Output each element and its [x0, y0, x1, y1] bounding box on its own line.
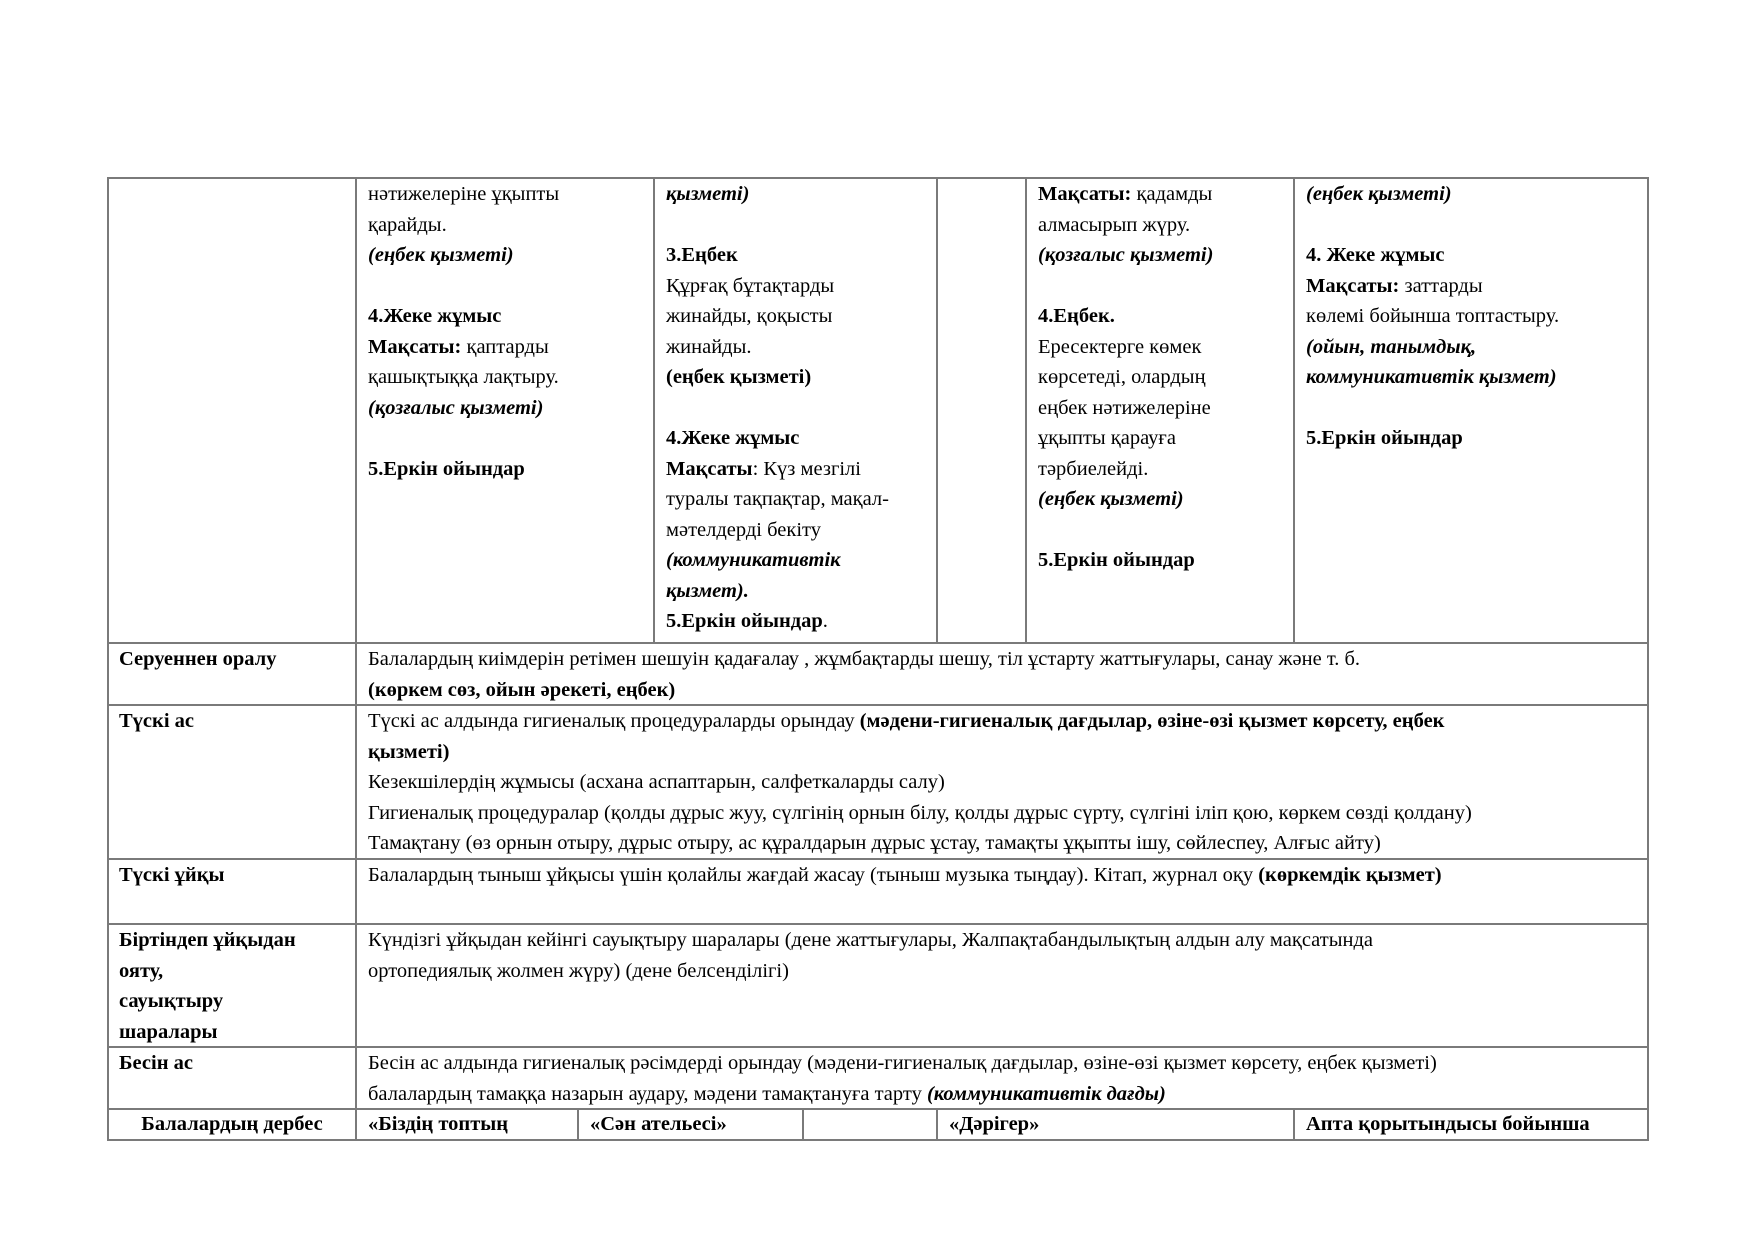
activity-type: (еңбек қызметі): [1038, 488, 1184, 510]
section-heading: 4. Жеке жұмыс: [1306, 244, 1445, 266]
text-line: Ересектерге көмек: [1038, 335, 1202, 358]
section-heading: 4.Еңбек.: [1038, 305, 1115, 327]
activity-type: (еңбек қызметі): [1306, 183, 1452, 205]
activity-type: қызмет).: [666, 579, 749, 602]
row-content-nap: [368, 860, 1442, 891]
continued-col-2: [666, 179, 889, 637]
independent-col-4: «Дәрігер»: [949, 1113, 1040, 1135]
row-label-snack: Бесін ас: [119, 1052, 193, 1074]
text-line: нәтижелеріне ұқыпты: [368, 183, 560, 205]
independent-col-2: «Сән ательесі»: [590, 1113, 727, 1135]
activity-type: (қозғалыс қызметі): [1038, 244, 1214, 266]
label-line: шаралары: [119, 1020, 218, 1043]
text-line: Гигиеналық процедуралар (қолды дұрыс жуу, сүлгінің орнын білу, қолды дұрыс сүрту, сүлгіні іліп қою, көркем сөзді қолдану): [368, 801, 1472, 824]
section-heading: 5.Еркін ойындар: [1306, 427, 1463, 449]
text-line: тәрбиелейді.: [1038, 457, 1149, 480]
activity-type: қызметі): [368, 740, 450, 763]
row-content-lunch: [368, 706, 1472, 859]
activity-type: (қозғалыс қызметі): [368, 396, 544, 419]
row-label-lunch: Түскі ас: [119, 710, 195, 732]
text-line: Құрғақ бұтақтарды: [666, 274, 835, 297]
label-line: Біртіндеп ұйқыдан: [119, 929, 296, 951]
text-line: Кезекшілердің жұмысы (асхана аспаптарын, салфеткаларды салу): [368, 771, 945, 793]
continued-col-4: [1038, 179, 1213, 576]
text-line: Балалардың тыныш ұйқысы үшін қолайлы жағдай жасау (тыныш музыка тыңдау). Кітап, журнал оқу (көркемдік қызмет): [368, 864, 1442, 886]
section-heading: 5.Еркін ойындар: [1038, 549, 1195, 571]
text-line: қарайды.: [368, 213, 447, 236]
text-line: Түскі ас алдында гигиеналық процедураларды орындау (мәдени-гигиеналық дағдылар, өзіне-өзі қызмет көрсету, еңбек: [368, 710, 1445, 732]
text-line: жинайды, қоқысты: [666, 305, 833, 327]
activity-type: (коммуникативтік: [666, 549, 841, 571]
goal-line: Мақсаты: заттарды: [1306, 274, 1483, 297]
section-heading: 5.Еркін ойындар.: [666, 610, 828, 632]
row-label-return: Серуеннен оралу: [119, 648, 277, 670]
text-line: туралы тақпақтар, мақал-: [666, 488, 889, 510]
row-label-nap: Түскі ұйқы: [119, 864, 225, 886]
independent-col-1: «Біздің топтың: [368, 1113, 509, 1135]
activity-type: (көркем сөз, ойын әрекеті, еңбек): [368, 678, 676, 701]
activity-type: (еңбек қызметі): [666, 366, 812, 388]
label-line: ояту,: [119, 959, 164, 982]
continued-col-1: [368, 179, 559, 484]
text-line: Бесін ас алдында гигиеналық рәсімдерді орындау (мәдени-гигиеналық дағдылар, өзіне-өзі қызмет көрсету, еңбек қызметі): [368, 1052, 1437, 1074]
text-line: балалардың тамаққа назарын аудару, мәдени тамақтануға тарту (коммуникативтік дағды): [368, 1082, 1166, 1105]
goal-line: Мақсаты: Күз мезгілі: [666, 457, 861, 480]
text-line: көрсетеді, олардың: [1038, 366, 1206, 388]
activity-type: (ойын, танымдық,: [1306, 335, 1477, 358]
text-line: еңбек нәтижелеріне: [1038, 396, 1211, 419]
section-heading: 4.Жеке жұмыс: [368, 305, 502, 327]
text-line: жинайды.: [666, 335, 752, 358]
text-line: алмасырып жүру.: [1038, 213, 1191, 236]
goal-line: Мақсаты: қаптарды: [368, 335, 549, 358]
label-line: сауықтыру: [119, 990, 224, 1012]
row-label-independent: Балалардың дербес: [141, 1113, 323, 1135]
text-line: Балалардың киімдерін ретімен шешуін қадағалау , жұмбақтарды шешу, тіл ұстарту жаттығулары, санау және т. б.: [368, 648, 1361, 670]
row-content-return: [368, 644, 1360, 705]
section-heading: 5.Еркін ойындар: [368, 457, 525, 480]
row-content-snack: [368, 1048, 1437, 1109]
text-line: мәтелдерді бекіту: [666, 518, 821, 541]
section-heading: 4.Жеке жұмыс: [666, 427, 800, 449]
section-heading: 3.Еңбек: [666, 244, 738, 266]
text-line: көлемі бойынша топтастыру.: [1306, 305, 1560, 327]
text-line: ұқыпты қарауға: [1038, 427, 1176, 449]
text-line: қашықтыққа лақтыру.: [368, 366, 559, 388]
independent-col-5: Апта қорытындысы бойынша: [1306, 1113, 1590, 1135]
text-line: ортопедиялық жолмен жүру) (дене белсенділігі): [368, 959, 789, 982]
activity-type: коммуникативтік қызмет): [1306, 366, 1557, 388]
text-line: Күндізгі ұйқыдан кейінгі сауықтыру шаралары (дене жаттығулары, Жалпақтабандылықтың алдын алу мақсатында: [368, 929, 1373, 951]
activity-type: (еңбек қызметі): [368, 244, 514, 266]
activity-type: қызметі): [666, 183, 750, 205]
row-label-wake: [119, 925, 296, 1047]
row-content-wake: [368, 925, 1373, 986]
continued-col-5: [1306, 179, 1559, 454]
text-line: Тамақтану (өз орнын отыру, дұрыс отыру, ас құралдарын дұрыс ұстау, тамақты ұқыпты ішу, сөйлеспеу, Алғыс айту): [368, 832, 1381, 854]
goal-line: Мақсаты: қадамды: [1038, 183, 1213, 205]
